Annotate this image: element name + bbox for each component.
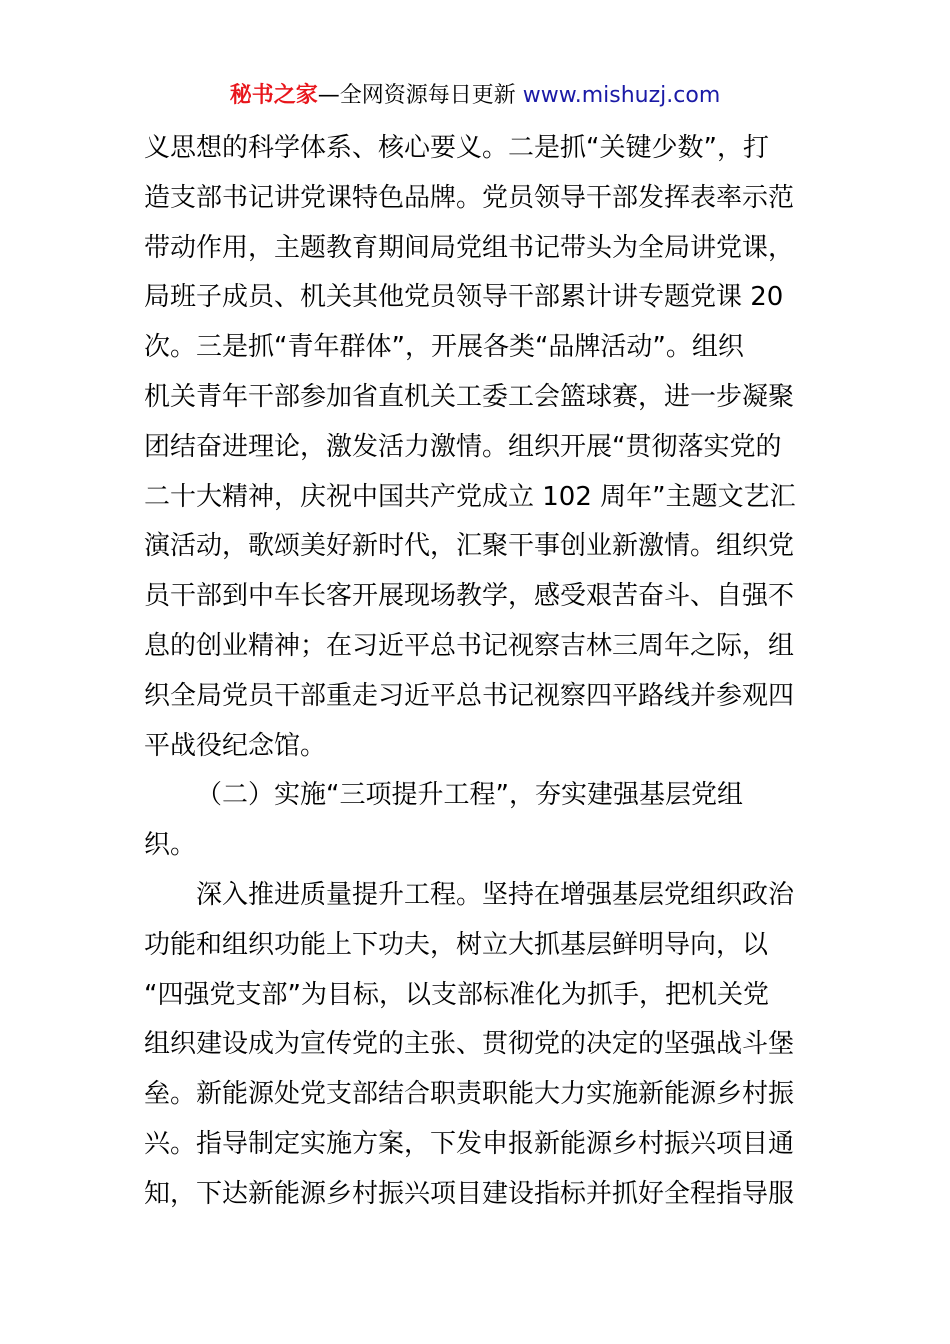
- text-line: “四强党支部”为目标，以支部标准化为抓手，把机关党: [144, 979, 769, 1010]
- text-line: 息的创业精神；在习近平总书记视察吉林三周年之际，组: [144, 630, 795, 661]
- text-line: 演活动，歌颂美好新时代，汇聚干事创业新激情。组织党: [144, 531, 795, 562]
- text-line: 团结奋进理论，激发活力激情。组织开展“贯彻落实党的: [144, 431, 782, 462]
- text-line: 知，下达新能源乡村振兴项目建设指标并抓好全程指导服: [144, 1178, 795, 1209]
- brand-name: 秘书之家: [229, 83, 318, 108]
- header-tagline: —全网资源每日更新: [317, 83, 516, 108]
- text-line: 次。三是抓“青年群体”，开展各类“品牌活动”。组织: [144, 332, 744, 363]
- paragraph-start: 深入推进质量提升工程。坚持在增强基层党组织政治: [196, 879, 795, 910]
- text-line: 二十大精神，庆祝中国共产党成立 102 周年”主题文艺汇: [144, 481, 796, 512]
- text-line: 平战役纪念馆。: [144, 730, 327, 761]
- text-line: 造支部书记讲党课特色品牌。党员领导干部发挥表率示范: [144, 182, 795, 213]
- text-line: 垒。新能源处党支部结合职责职能大力实施新能源乡村振: [144, 1079, 795, 1110]
- text-line: 义思想的科学体系、核心要义。二是抓“关键少数”，打: [144, 133, 769, 163]
- section-heading: （二）实施“三项提升工程”，夯实建强基层党组: [196, 780, 743, 811]
- text-line: 织全局党员干部重走习近平总书记视察四平路线并参观四: [144, 680, 795, 711]
- text-line: 员干部到中车长客开展现场教学，感受艰苦奋斗、自强不: [144, 581, 795, 612]
- site-url-link[interactable]: www.mishuzj.com: [522, 83, 721, 108]
- text-line: 兴。指导制定实施方案，下发申报新能源乡村振兴项目通: [144, 1128, 795, 1159]
- text-line: 机关青年干部参加省直机关工委工会篮球赛，进一步凝聚: [144, 381, 795, 412]
- document-body: [144, 124, 808, 1220]
- page-header: [0, 80, 950, 112]
- text-line: 组织建设成为宣传党的主张、贯彻党的决定的坚强战斗堡: [144, 1029, 795, 1060]
- section-heading-continued: 织。: [144, 830, 197, 861]
- text-line: 带动作用，主题教育期间局党组书记带头为全局讲党课，: [144, 232, 795, 263]
- text-line: 功能和组织功能上下功夫，树立大抓基层鲜明导向，以: [144, 929, 769, 960]
- text-line: 局班子成员、机关其他党员领导干部累计讲专题党课 20: [144, 282, 784, 313]
